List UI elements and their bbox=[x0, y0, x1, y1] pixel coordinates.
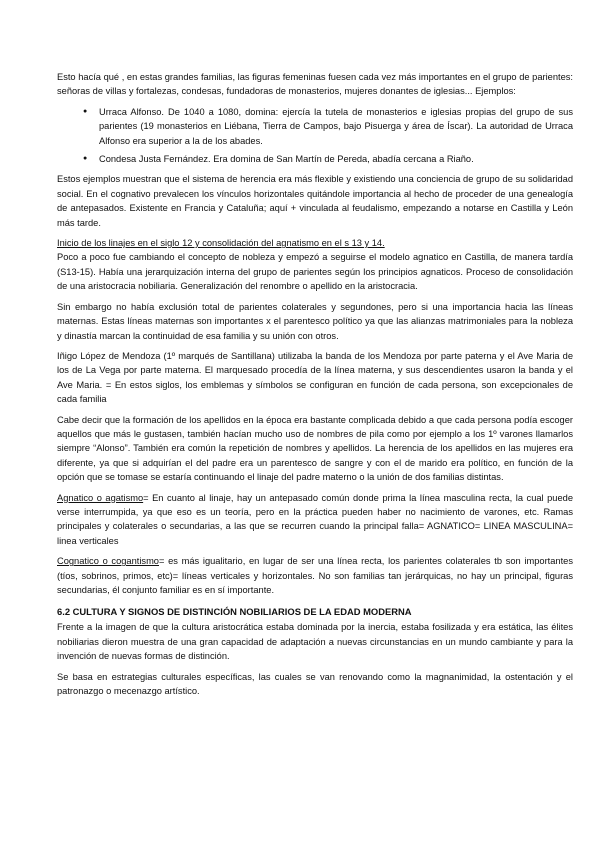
paragraph-herencia: Estos ejemplos muestran que el sistema de herencia era más flexible y existiendo una conciencia de grupo de su solidaridad social. En el cognativo prevalecen los vínculos horizontales quitándole importancia al hecho de proceder de una genealogía de antepasados. Existente en Francia y Cataluña; aquí + vinculada al feudalismo, empezando a notarse en Castilla y León más tarde. bbox=[57, 174, 573, 228]
list-item-justa: ● Condesa Justa Fernández. Era domina de San Martín de Pereda, abadía cercana a Riaño. bbox=[85, 152, 573, 166]
document-page bbox=[57, 70, 573, 704]
paragraph-agnatico: Poco a poco fue cambiando el concepto de nobleza y empezó a seguirse el modelo agnatico en Castilla, de manera tardía (S13-15). Había una jerarquización interna del grupo de parientes según los principios agnaticos. Proceso de consolidación de una aristocracia nobiliaria. Generalización del renombre o apellido en la aristocracia. bbox=[57, 252, 573, 292]
definition-agnatico: = En cuanto al linaje, hay un antepasado común donde prima la línea masculina recta, la cual puede verse interrumpida, ya que eso es un teoría, pero en la práctica pueden haber no nacimiento de varones, etc. Ramas principales y colaterales o secundarias, a las que se recurren cuando la principal falla= AGNATICO= LINEA MASCULINA= linea verticales bbox=[57, 492, 573, 546]
section-heading-linajes: Inicio de los linajes en el siglo 12 y consolidación del agnatismo en el s 13 y 14. bbox=[57, 238, 385, 249]
paragraph-estrategias: Se basa en estrategias culturales específicas, las cuales se van renovando como la magnanimidad, la ostentación y el patronazgo o mecenazgo artístico. bbox=[57, 671, 573, 697]
paragraph-apellidos: Cabe decir que la formación de los apellidos en la época era bastante complicada debido a que cada persona podía escoger aquellos que más le gustasen, también hacían mucho uso de nombres de pila como por ejemplo a los 1º varones llamarlos siempre “Alonso”. También era común la repetición de nombres y apellidos. La herencia de los apellidos en las mujeres era diferente, ya que si adquirían el del padre era un parentesco de sangre y con el de marido era político, en función de la opción que se tomase se estaría continuando el linaje del padre materno o la unión de dos familias distintas. bbox=[57, 414, 573, 483]
term-agnatico: Agnatico o agatismo bbox=[57, 492, 144, 503]
definition-cognatico: = es más igualitario, en lugar de ser una línea recta, los parientes colaterales tb son importantes (tíos, sobrinos, primos, etc)= líneas verticales y horizontales. No son familias tan jerárquicas, no hay un principal, figuras secundarias, él conjunto familiar es en sí importante. bbox=[57, 556, 573, 595]
heading-cultura-nobiliaria: 6.2 CULTURA Y SIGNOS DE DISTINCIÓN NOBILIARIOS DE LA EDAD MODERNA bbox=[57, 606, 412, 618]
term-cognatico: Cognatico o cogantismo bbox=[57, 556, 159, 567]
paragraph-mendoza: Iñigo López de Mendoza (1º marqués de Santillana) utilizaba la banda de los Mendoza por parte paterna y el Ave Maria de los de La Vega por parte materna. El marquesado procedía de la línea materna, y sus descendientes usaron la banda y el Ave Maria. = En estos siglos, los emblemas y símbolos se configuran en función de cada persona, son excepcionales de cada familia bbox=[57, 350, 573, 405]
paragraph-intro: Esto hacía qué , en estas grandes familias, las figuras femeninas fuesen cada vez más importantes en el grupo de parientes: señoras de villas y fortalezas, condesas, fundadoras de monasterios, mujeres donantes de iglesias... Ejemplos: bbox=[57, 72, 573, 97]
paragraph-cognatismo bbox=[57, 554, 573, 597]
paragraph-agnatismo bbox=[57, 491, 573, 549]
paragraph-lineas-maternas: Sin embargo no había exclusión total de parientes colaterales y segundones, pero si una importancia hacia las líneas maternas. Estas líneas maternas son importantes x el parentesco político ya que las alianzas matrimoniales para la nobleza y dinastía marcan la continuidad de esa familia y su unión con otros. bbox=[57, 301, 573, 341]
list-item-urraca: ● Urraca Alfonso. De 1040 a 1080, domina: ejercía la tutela de monasterios e iglesias propias del grupo de sus parientes (19 monasterios en Liébana, Tierra de Campos, bajo Pisuerga y área de Íscar). La autoridad de Urraca Alfonso era superior a la de los abades. bbox=[85, 105, 573, 148]
examples-list bbox=[57, 105, 573, 167]
paragraph-cultura: Frente a la imagen de que la cultura aristocrática estaba dominada por la inercia, estaba fosilizada y era estática, las élites nobiliarias dieron muestra de una gran capacidad de adaptación a nuevas circunstancias en un mundo cambiante y para la invención de nuevas formas de distinción. bbox=[57, 622, 573, 662]
